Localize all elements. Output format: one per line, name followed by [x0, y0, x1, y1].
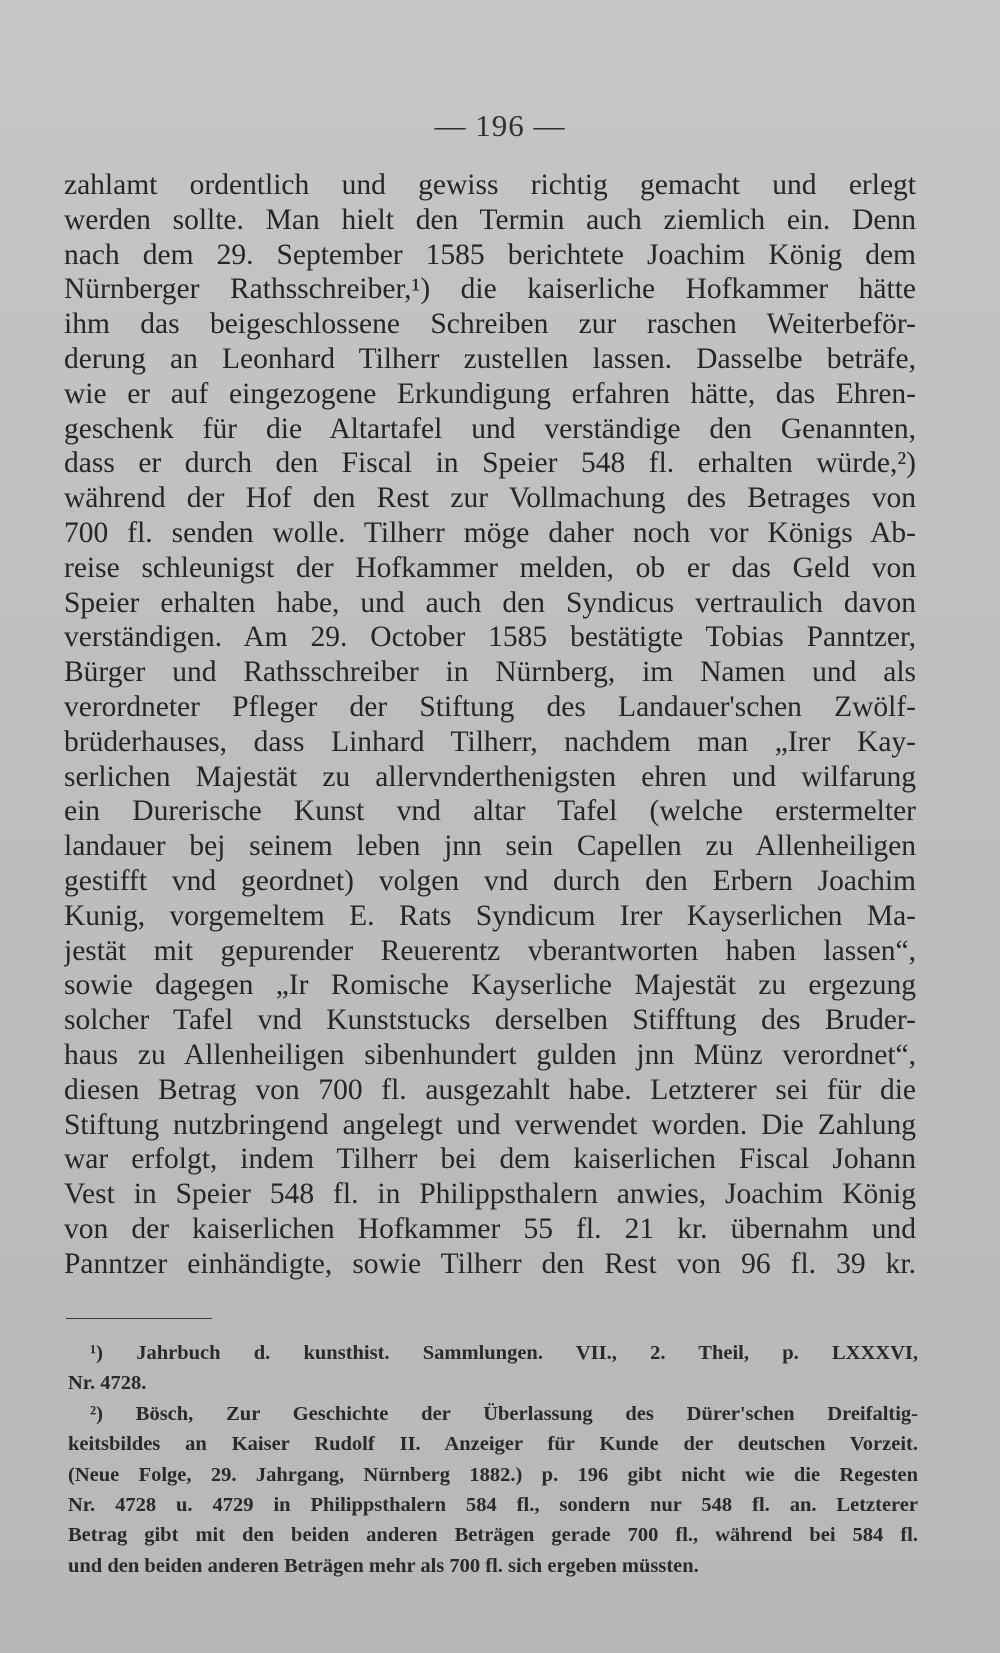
- body-line: Stiftung nutzbringend angelegt und verwendet worden. Die Zahlung: [64, 1108, 916, 1141]
- footnotes: [68, 1338, 918, 1581]
- body-line: jestät mit gepurender Reuerentz vberantworten haben lassen“,: [64, 934, 916, 967]
- footnote-2: [68, 1399, 918, 1581]
- body-line: reise schleunigst der Hofkammer melden, ob er das Geld von: [64, 551, 916, 584]
- footnote-line: Nr. 4728 u. 4729 in Philippsthalern 584 fl., sondern nur 548 fl. an. Letzterer: [68, 1493, 918, 1516]
- page-number: — 196 —: [434, 108, 566, 143]
- body-line: Nürnberger Rathsschreiber,¹) die kaiserliche Hofkammer hätte: [64, 273, 916, 306]
- body-line: derung an Leonhard Tilherr zustellen lassen. Dasselbe beträfe,: [64, 342, 916, 375]
- body-line: verständigen. Am 29. October 1585 bestätigte Tobias Panntzer,: [64, 621, 916, 654]
- body-line: Bürger und Rathsschreiber in Nürnberg, im Namen und als: [64, 656, 916, 689]
- footnote-separator: [66, 1318, 212, 1319]
- body-line: haus zu Allenheiligen sibenhundert gulden jnn Münz verordnet“,: [64, 1038, 916, 1071]
- footnote-line: keitsbildes an Kaiser Rudolf II. Anzeiger für Kunde der deutschen Vorzeit.: [68, 1433, 918, 1456]
- body-line: sowie dagegen „Ir Romische Kayserliche Majestät zu ergezung: [64, 969, 916, 1002]
- body-line: Panntzer einhändigte, sowie Tilherr den Rest von 96 fl. 39 kr.: [64, 1247, 916, 1280]
- body-line: serlichen Majestät zu allervnderthenigsten ehren und wilfarung: [64, 760, 916, 793]
- body-line: ihm das beigeschlossene Schreiben zur raschen Weiterbeför-: [64, 308, 916, 341]
- body-line: nach dem 29. September 1585 berichtete Joachim König dem: [64, 238, 916, 271]
- body-line: wie er auf eingezogene Erkundigung erfahren hätte, das Ehren-: [64, 377, 916, 410]
- body-line: während der Hof den Rest zur Vollmachung des Betrages von: [64, 482, 916, 515]
- body-line: verordneter Pfleger der Stiftung des Landauer'schen Zwölf-: [64, 690, 916, 723]
- footnote-line: ²) Bösch, Zur Geschichte der Überlassung des Dürer'schen Dreifaltig-: [90, 1402, 918, 1425]
- body-line: dass er durch den Fiscal in Speier 548 fl. erhalten würde,²): [64, 447, 916, 480]
- body-line: diesen Betrag von 700 fl. ausgezahlt habe. Letzterer sei für die: [64, 1073, 916, 1106]
- footnote-line: Nr. 4728.: [68, 1372, 147, 1395]
- footnote-line: (Neue Folge, 29. Jahrgang, Nürnberg 1882.) p. 196 gibt nicht wie die Regesten: [68, 1463, 918, 1486]
- body-line: werden sollte. Man hielt den Termin auch ziemlich ein. Denn: [64, 203, 916, 236]
- body-line: solcher Tafel vnd Kunststucks derselben Stifftung des Bruder-: [64, 1004, 916, 1037]
- body-line: Speier erhalten habe, und auch den Syndicus vertraulich davon: [64, 586, 916, 619]
- body-line: ein Durerische Kunst vnd altar Tafel (welche erstermelter: [64, 795, 916, 828]
- body-line: landauer bej seinem leben jnn sein Capellen zu Allenheiligen: [64, 830, 916, 863]
- body-line: geschenk für die Altartafel und verständige den Genannten,: [64, 412, 916, 445]
- body-line: war erfolgt, indem Tilherr bei dem kaiserlichen Fiscal Johann: [64, 1143, 916, 1176]
- footnote-line: und den beiden anderen Beträgen mehr als 700 fl. sich ergeben müssten.: [68, 1554, 699, 1577]
- body-line: zahlamt ordentlich und gewiss richtig gemacht und erlegt: [64, 169, 916, 201]
- body-line: brüderhauses, dass Linhard Tilherr, nachdem man „Irer Kay-: [64, 725, 916, 758]
- body-text: [64, 168, 916, 1282]
- footnote-line: ¹) Jahrbuch d. kunsthist. Sammlungen. VII., 2. Theil, p. LXXXVI,: [90, 1342, 918, 1364]
- footnote-1: [68, 1338, 918, 1399]
- footnote-line: Betrag gibt mit den beiden anderen Beträgen gerade 700 fl., während bei 584 fl.: [68, 1524, 918, 1547]
- body-line: Vest in Speier 548 fl. in Philippsthalern anwies, Joachim König: [64, 1178, 916, 1211]
- body-line: gestifft vnd geordnet) volgen vnd durch den Erbern Joachim: [64, 864, 916, 897]
- body-line: 700 fl. senden wolle. Tilherr möge daher noch vor Königs Ab-: [64, 516, 916, 549]
- body-line: von der kaiserlichen Hofkammer 55 fl. 21 kr. übernahm und: [64, 1212, 916, 1245]
- body-line: Kunig, vorgemeltem E. Rats Syndicum Irer Kayserlichen Ma-: [64, 899, 916, 932]
